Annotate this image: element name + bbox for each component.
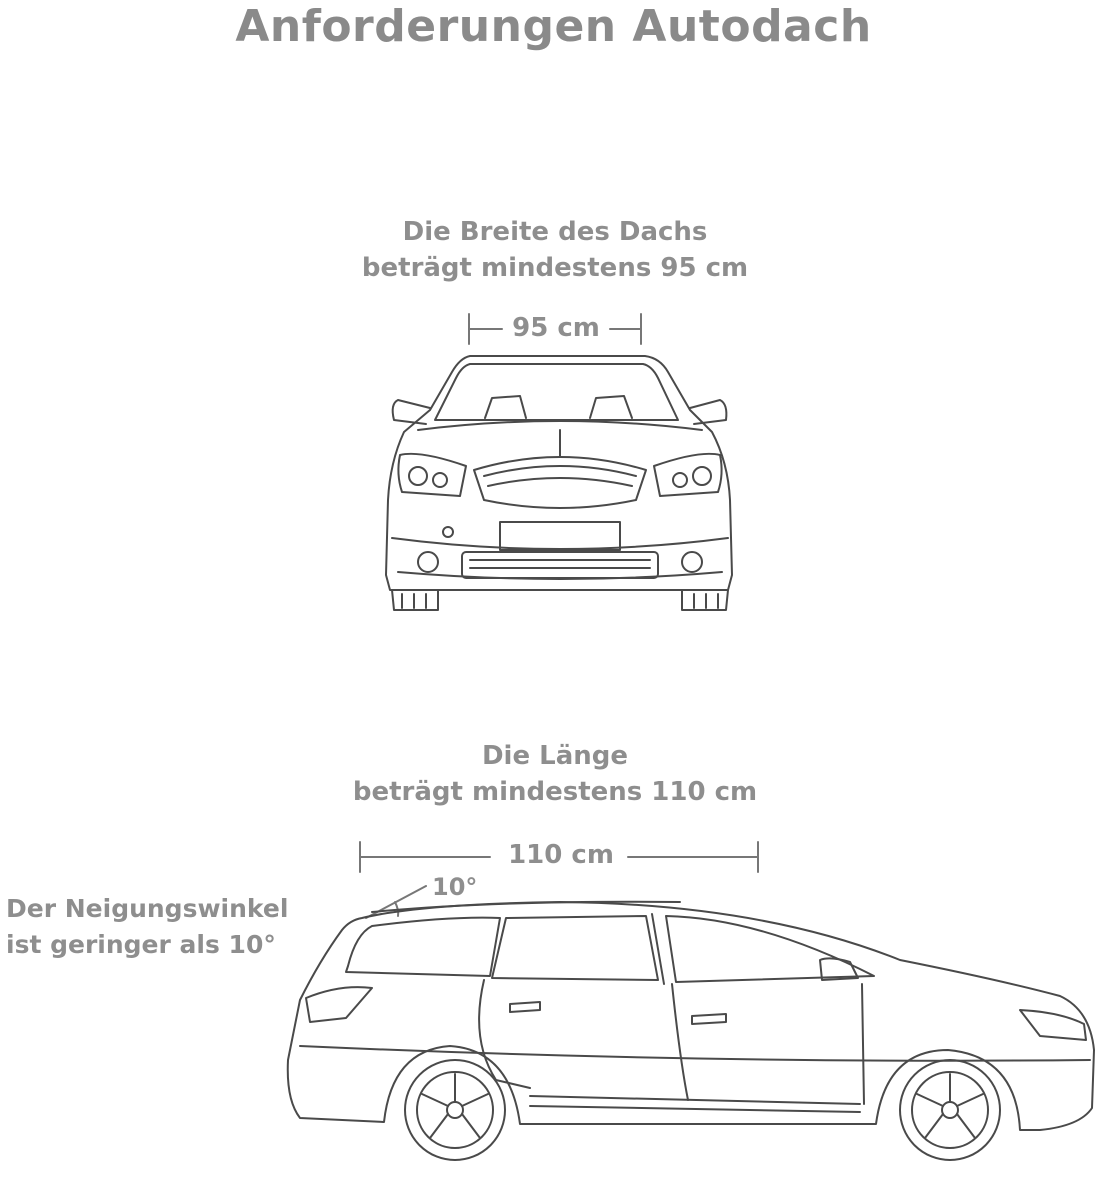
- width-caption-line2: beträgt mindestens 95 cm: [361, 253, 749, 283]
- length-caption-line2: beträgt mindestens 110 cm: [352, 777, 758, 807]
- length-caption-line1: Die Länge: [481, 741, 629, 771]
- width-dimension-label: 95 cm: [512, 313, 600, 343]
- angle-label: 10°: [432, 873, 478, 901]
- length-dimension-label: 110 cm: [508, 840, 614, 870]
- width-caption-line1: Die Breite des Dachs: [402, 217, 708, 247]
- diagram-title: Anforderungen Autodach: [235, 1, 872, 52]
- incline-caption-line1: Der Neigungswinkel: [6, 894, 289, 923]
- incline-caption-line2: ist geringer als 10°: [6, 930, 276, 959]
